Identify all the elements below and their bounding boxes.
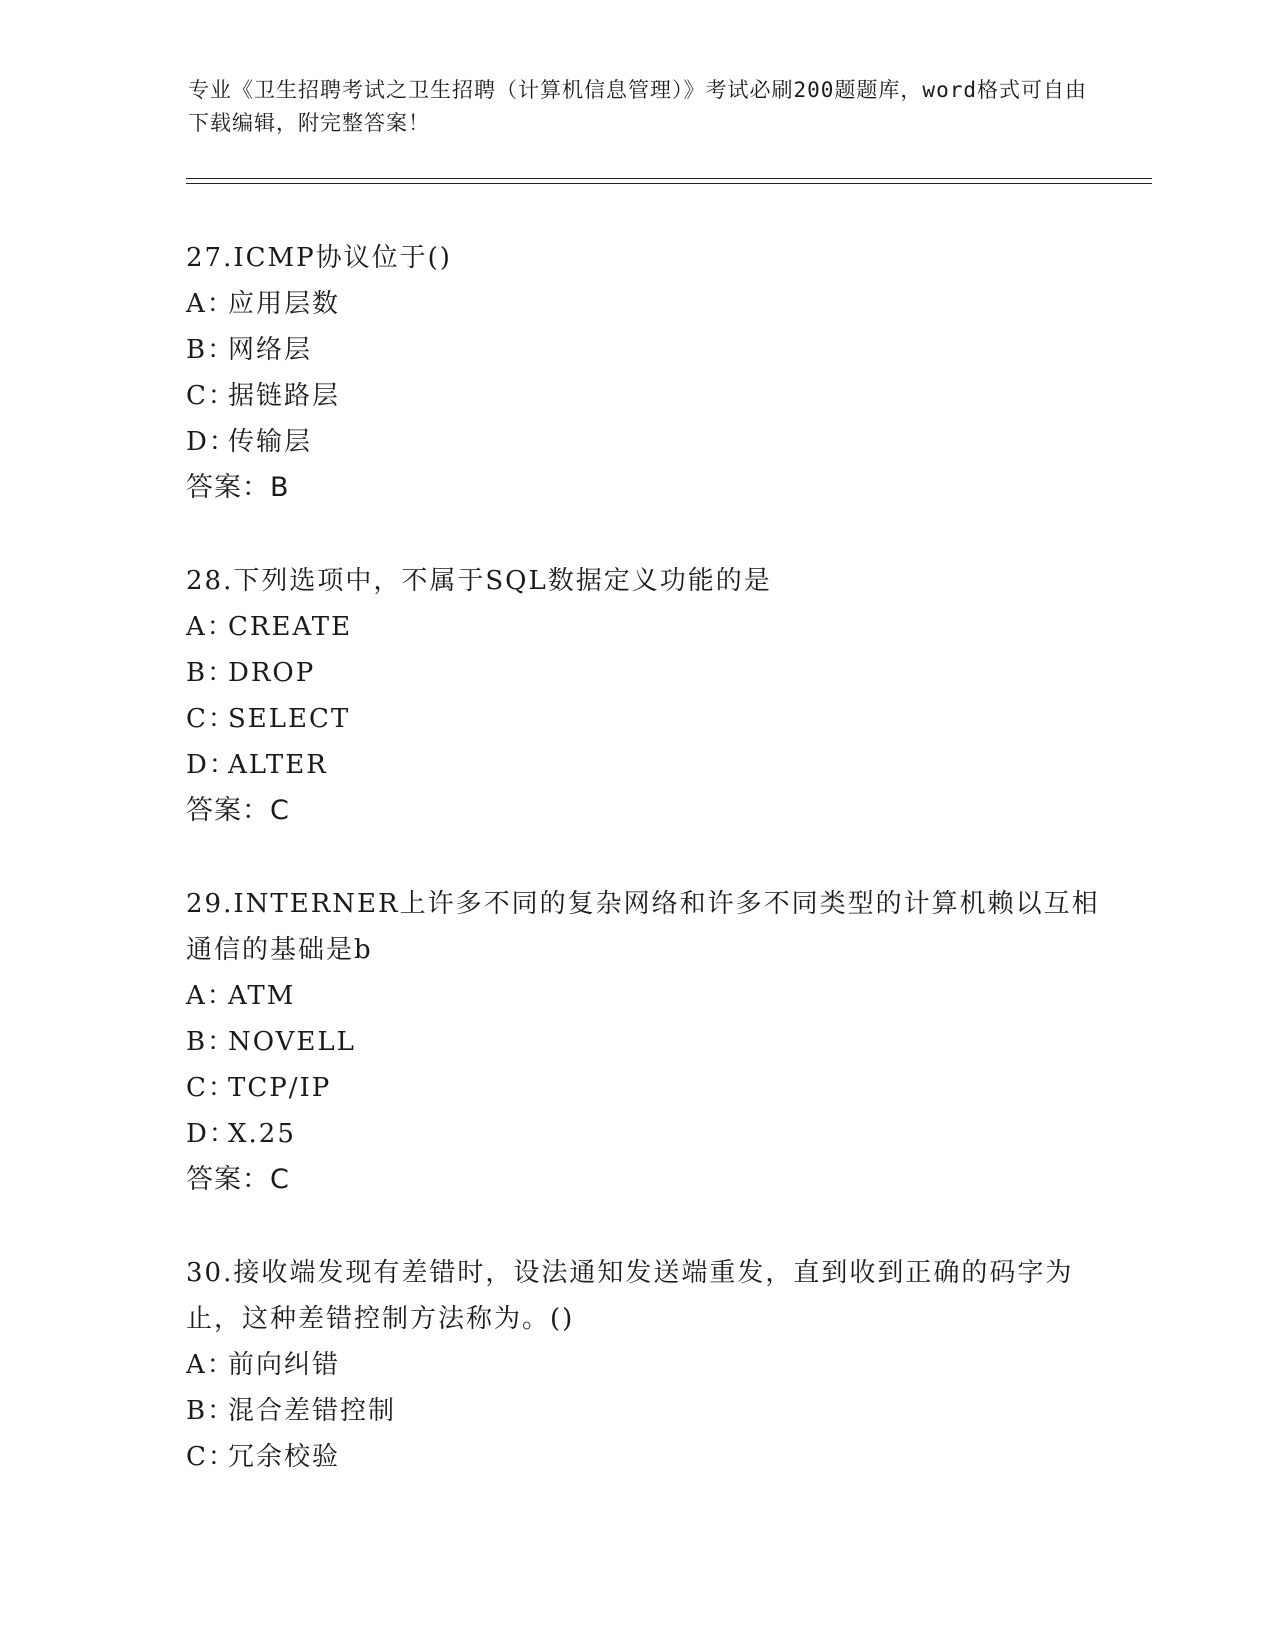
option-b: [186, 327, 1106, 373]
header-divider-top: [186, 178, 1152, 179]
option-letter: C：: [186, 381, 236, 411]
option-text: TCP/IP: [228, 1073, 332, 1103]
header-divider-bottom: [186, 183, 1152, 184]
option-a: [186, 604, 1106, 650]
option-text: 前向纠错: [228, 1350, 341, 1380]
option-text: 传输层: [228, 427, 313, 457]
question-text: 28.下列选项中，不属于SQL数据定义功能的是: [186, 566, 772, 596]
option-letter: A：: [186, 612, 235, 642]
option-b: [186, 650, 1106, 696]
option-letter: C：: [186, 704, 236, 734]
document-header: 专业《卫生招聘考试之卫生招聘（计算机信息管理）》考试必刷200题题库，word格式可自由下载编辑，附完整答案！: [188, 78, 1087, 135]
option-letter: B：: [186, 335, 236, 365]
question-text: 27.ICMP协议位于(): [186, 243, 452, 273]
option-letter: A：: [186, 1350, 235, 1380]
option-d: [186, 1111, 1106, 1157]
option-text: X.25: [228, 1119, 296, 1149]
option-text: 应用层数: [228, 289, 341, 319]
option-letter: B：: [186, 1027, 236, 1057]
question-29: [186, 881, 1106, 1203]
question-text: 30.接收端发现有差错时，设法通知发送端重发，直到收到正确的码字为止，这种差错控制方法称为。(): [186, 1258, 1074, 1334]
option-letter: D：: [186, 427, 237, 457]
question-list: [186, 235, 1106, 1480]
option-letter: D：: [186, 750, 237, 780]
option-text: ALTER: [228, 750, 328, 780]
option-d: [186, 419, 1106, 465]
option-text: 冗余校验: [228, 1442, 341, 1472]
option-letter: C：: [186, 1073, 236, 1103]
option-text: 网络层: [228, 335, 313, 365]
option-text: ATM: [228, 981, 296, 1011]
question-30: [186, 1250, 1106, 1480]
option-a: [186, 1342, 1106, 1388]
option-text: NOVELL: [228, 1027, 356, 1057]
option-c: [186, 1065, 1106, 1111]
option-letter: C：: [186, 1442, 236, 1472]
option-c: [186, 373, 1106, 419]
question-27: [186, 235, 1106, 511]
option-c: [186, 696, 1106, 742]
option-letter: B：: [186, 658, 236, 688]
option-text: 据链路层: [228, 381, 341, 411]
option-letter: B：: [186, 1396, 236, 1426]
answer-line: 答案：C: [186, 1164, 290, 1195]
option-d: [186, 742, 1106, 788]
option-text: 混合差错控制: [228, 1396, 397, 1426]
question-text: 29.INTERNER上许多不同的复杂网络和许多不同类型的计算机赖以互相通信的基础是b: [186, 889, 1100, 965]
answer-line: 答案：C: [186, 795, 290, 826]
answer-line: 答案：B: [186, 472, 290, 503]
option-letter: D：: [186, 1119, 237, 1149]
option-a: [186, 973, 1106, 1019]
option-text: SELECT: [228, 704, 351, 734]
option-letter: A：: [186, 981, 235, 1011]
option-c: [186, 1434, 1106, 1480]
option-b: [186, 1019, 1106, 1065]
option-text: CREATE: [228, 612, 353, 642]
option-text: DROP: [228, 658, 316, 688]
option-b: [186, 1388, 1106, 1434]
option-a: [186, 281, 1106, 327]
question-28: [186, 558, 1106, 834]
option-letter: A：: [186, 289, 235, 319]
